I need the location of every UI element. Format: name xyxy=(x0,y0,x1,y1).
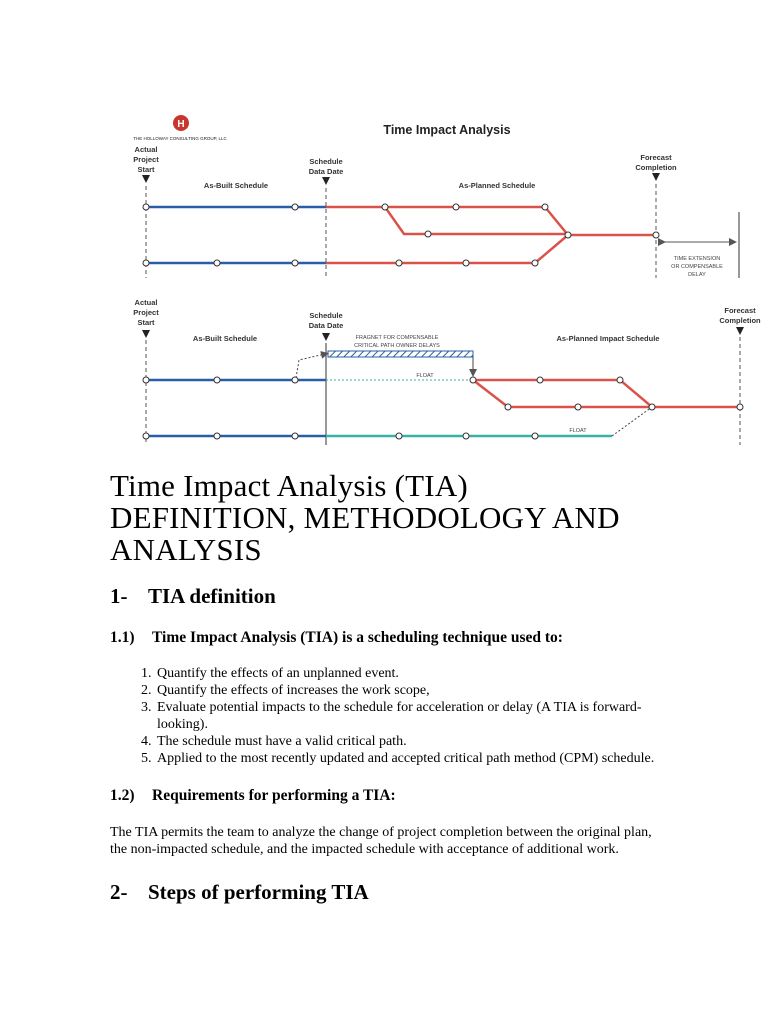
company-logo xyxy=(133,115,227,141)
bottom-diagram xyxy=(133,298,761,445)
top-diagram xyxy=(133,145,739,278)
svg-text:Start: Start xyxy=(137,165,155,174)
forecast-marker xyxy=(652,173,660,181)
section-2-heading: 2- Steps of performing TIA xyxy=(110,880,369,904)
as-planned-label: As-Planned Schedule xyxy=(458,181,536,190)
start-marker xyxy=(142,175,150,183)
svg-text:OR COMPENSABLE: OR COMPENSABLE xyxy=(671,264,723,270)
data-date-marker xyxy=(322,177,330,185)
svg-text:Schedule: Schedule xyxy=(309,311,343,320)
svg-text:Completion: Completion xyxy=(719,316,761,325)
as-planned-impact-label: As-Planned Impact Schedule xyxy=(556,334,660,343)
fragnet-label xyxy=(354,335,440,349)
requirements-paragraph: The TIA permits the team to analyze the change of project completion between the original plan, the non-impacted schedule, and the impacted schedule with acceptance of additional work. xyxy=(110,825,652,857)
svg-text:FRAGNET FOR COMPENSABLE: FRAGNET FOR COMPENSABLE xyxy=(355,335,439,341)
svg-text:Actual: Actual xyxy=(134,298,158,307)
tia-diagram xyxy=(0,0,768,460)
svg-text:Data Date: Data Date xyxy=(308,321,344,330)
definition-list xyxy=(110,665,670,767)
svg-text:Forecast: Forecast xyxy=(724,306,756,315)
svg-text:THE HOLLOWAY CONSULTING GROUP,: THE HOLLOWAY CONSULTING GROUP, LLC xyxy=(133,136,227,141)
float-label-upper: FLOAT xyxy=(416,373,434,379)
svg-text:TIME EXTENSION: TIME EXTENSION xyxy=(673,256,721,262)
svg-text:Actual: Actual xyxy=(134,145,158,154)
subsection-1-2-heading: 1.2) Requirements for performing a TIA: xyxy=(110,787,396,804)
svg-text:CRITICAL PATH OWNER DELAYS: CRITICAL PATH OWNER DELAYS xyxy=(354,343,440,349)
as-built-label-2: As-Built Schedule xyxy=(192,334,258,343)
float-label-lower: FLOAT xyxy=(569,428,587,434)
section-1-heading: 1- TIA definition xyxy=(110,584,276,608)
svg-text:Project: Project xyxy=(133,308,159,317)
document-title: Time Impact Analysis (TIA) DEFINITION, METHODOLOGY AND ANALYSIS xyxy=(110,468,620,567)
time-extension-label xyxy=(671,256,723,278)
svg-text:DELAY: DELAY xyxy=(688,272,706,278)
subsection-1-1-heading: 1.1) Time Impact Analysis (TIA) is a scheduling technique used to: xyxy=(110,629,563,646)
document-body xyxy=(110,470,670,904)
list-item: 4. The schedule must have a valid critical path. xyxy=(155,733,670,750)
svg-text:Start: Start xyxy=(137,318,155,327)
svg-text:Project: Project xyxy=(133,155,159,164)
diagram-title: Time Impact Analysis xyxy=(383,123,511,137)
svg-text:H: H xyxy=(177,119,185,130)
list-item: 2. Quantify the effects of increases the work scope, xyxy=(155,682,670,699)
fragnet-bar xyxy=(328,351,473,357)
svg-text:Completion: Completion xyxy=(635,163,677,172)
svg-text:Data Date: Data Date xyxy=(308,167,344,176)
svg-text:Schedule: Schedule xyxy=(309,157,343,166)
list-item: 1. Quantify the effects of an unplanned event. xyxy=(155,665,670,682)
svg-text:Forecast: Forecast xyxy=(640,153,672,162)
list-item: 3. Evaluate potential impacts to the schedule for acceleration or delay (A TIA is forward-looking). xyxy=(155,699,670,733)
as-built-label: As-Built Schedule xyxy=(203,181,269,190)
list-item: 5. Applied to the most recently updated and accepted critical path method (CPM) schedule. xyxy=(155,750,670,767)
